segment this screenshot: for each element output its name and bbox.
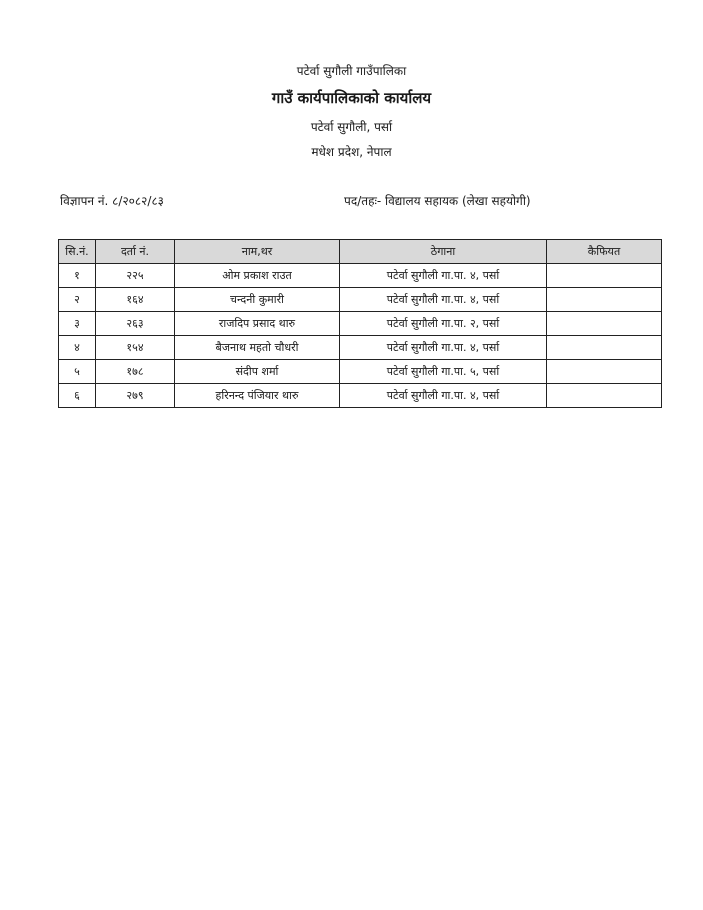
cell-registration: १५४ — [96, 336, 175, 360]
cell-serial: ४ — [59, 336, 96, 360]
table-row — [59, 360, 662, 384]
cell-remarks — [547, 360, 662, 384]
results-table — [58, 239, 662, 408]
cell-address: पटेर्वा सुगौली गा.पा. ४, पर्सा — [340, 384, 547, 408]
table-row — [59, 384, 662, 408]
cell-address: पटेर्वा सुगौली गा.पा. ४, पर्सा — [340, 336, 547, 360]
column-header-address: ठेगाना — [340, 240, 547, 264]
cell-registration: २७९ — [96, 384, 175, 408]
cell-serial: ६ — [59, 384, 96, 408]
table-row — [59, 312, 662, 336]
cell-remarks — [547, 336, 662, 360]
notice-number: विज्ञापन नं. ८/२०८२/८३ — [60, 194, 164, 208]
office-address: पटेर्वा सुगौली, पर्सा — [310, 120, 393, 134]
table-row — [59, 336, 662, 360]
cell-serial: १ — [59, 264, 96, 288]
column-header-serial: सि.नं. — [59, 240, 96, 264]
table-row — [59, 288, 662, 312]
cell-name: हरिनन्द पंजियार थारु — [175, 384, 340, 408]
cell-registration: २६३ — [96, 312, 175, 336]
column-header-registration: दर्ता नं. — [96, 240, 175, 264]
municipality-name: पटेर्वा सुगौली गाउँपालिका — [296, 64, 407, 78]
cell-name: राजदिप प्रसाद थारु — [175, 312, 340, 336]
cell-registration: १७८ — [96, 360, 175, 384]
cell-remarks — [547, 312, 662, 336]
cell-serial: ५ — [59, 360, 96, 384]
cell-serial: ३ — [59, 312, 96, 336]
cell-address: पटेर्वा सुगौली गा.पा. ४, पर्सा — [340, 288, 547, 312]
cell-registration: २२५ — [96, 264, 175, 288]
cell-address: पटेर्वा सुगौली गा.पा. ४, पर्सा — [340, 264, 547, 288]
table-header-row — [59, 240, 662, 264]
table-row — [59, 264, 662, 288]
cell-name: चन्दनी कुमारी — [175, 288, 340, 312]
cell-serial: २ — [59, 288, 96, 312]
office-province: मधेश प्रदेश, नेपाल — [311, 145, 392, 159]
cell-name: ओम प्रकाश राउत — [175, 264, 340, 288]
cell-remarks — [547, 264, 662, 288]
column-header-name: नाम,थर — [175, 240, 340, 264]
position-title: पद/तहः- विद्यालय सहायक (लेखा सहयोगी) — [344, 194, 531, 208]
column-header-remarks: कैफियत — [547, 240, 662, 264]
cell-address: पटेर्वा सुगौली गा.पा. ५, पर्सा — [340, 360, 547, 384]
cell-remarks — [547, 288, 662, 312]
cell-name: संदीप शर्मा — [175, 360, 340, 384]
cell-address: पटेर्वा सुगौली गा.पा. २, पर्सा — [340, 312, 547, 336]
cell-registration: १६४ — [96, 288, 175, 312]
office-title: गाउँ कार्यपालिकाको कार्यालय — [271, 89, 432, 107]
cell-remarks — [547, 384, 662, 408]
cell-name: बैजनाथ महतो चौधरी — [175, 336, 340, 360]
